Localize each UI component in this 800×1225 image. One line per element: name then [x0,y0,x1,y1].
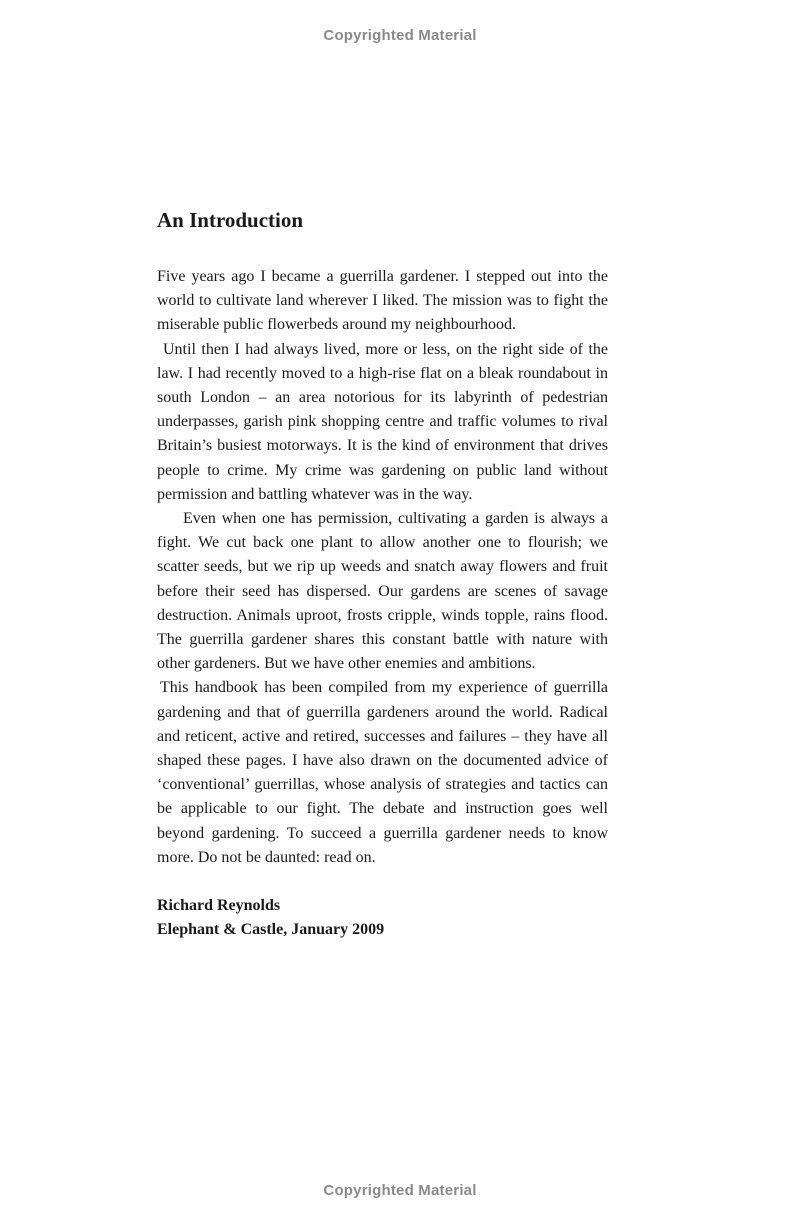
paragraph-4: This handbook has been compiled from my experience of guerrilla gardening and that of guerrilla gardeners around the world. Radical and reticent, active and retired, successes and failures – they have all shaped these pages. I have also drawn on the documented advice of ‘conventional’ guerrillas, whose analysis of strategies and tactics can be applicable to our fight. The debate and instruction goes well beyond gardening. To succeed a guerrilla gardener needs to know more. Do not be daunted: read on. [157,679,608,866]
chapter-heading: An Introduction [157,208,304,232]
page-content [157,204,608,942]
place-date: Elephant & Castle, January 2009 [157,921,385,939]
paragraph-1: Five years ago I became a guerrilla gardener. I stepped out into the world to cultivate land wherever I liked. The mission was to fight the miserable public flowerbeds around my neighbourhood. [157,268,608,334]
copyright-watermark-top: Copyrighted Material [323,27,477,44]
copyright-watermark-bottom: Copyrighted Material [323,1182,477,1199]
paragraph-2: Until then I had always lived, more or less, on the right side of the law. I had recently moved to a high-rise flat on a bleak roundabout in south London – an area notorious for its labyrinth of pedestrian underpasses, garish pink shopping centre and traffic volumes to rival Britain’s busiest motorways. It is the kind of environment that drives people to crime. My crime was gardening on public land without permission and battling whatever was in the way. [157,340,608,503]
signature-block [157,894,608,942]
author-name: Richard Reynolds [157,897,281,915]
paragraph-3: Even when one has permission, cultivating a garden is always a fight. We cut back one plant to allow another one to flourish; we scatter seeds, but we rip up weeds and snatch away flowers and fruit before their seed has dispersed. Our gardens are scenes of savage destruction. Animals uproot, frosts cripple, winds topple, rains flood. The guerrilla gardener shares this constant battle with nature with other gardeners. But we have other enemies and ambitions. [157,510,608,673]
